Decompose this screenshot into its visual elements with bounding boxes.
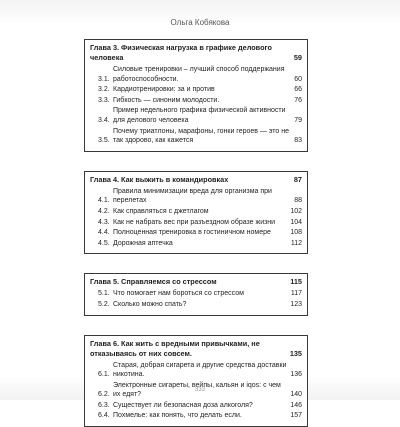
section-number: 6.1. bbox=[98, 370, 113, 380]
section-page-number: 66 bbox=[291, 85, 302, 95]
section-number: 4.5. bbox=[98, 239, 113, 249]
section-page-number: 76 bbox=[291, 96, 302, 106]
section-page-number: 79 bbox=[291, 116, 302, 126]
chapter-gap bbox=[84, 254, 308, 273]
chapter-page-number: 87 bbox=[291, 175, 302, 185]
chapter-page-number: 115 bbox=[287, 277, 302, 287]
section-page-number: 60 bbox=[291, 75, 302, 85]
section-title: Кардиотренировки: за и против bbox=[113, 85, 291, 95]
toc-entry[interactable] bbox=[98, 96, 302, 106]
section-title: Как не набрать вес при разъездном образе жизни bbox=[113, 218, 287, 228]
section-page-number: 112 bbox=[288, 239, 302, 249]
chapter-title: Глава 6. Как жить с вредными привычками, не отказываясь от них совсем. bbox=[90, 339, 287, 359]
chapter-gap bbox=[84, 316, 308, 335]
section-number: 4.4. bbox=[98, 228, 113, 238]
section-page-number: 146 bbox=[287, 401, 302, 411]
section-page-number: 83 bbox=[291, 136, 302, 146]
section-title: Почему триатлоны, марафоны, гонки героев — это не так здорово, как кажется bbox=[113, 127, 291, 146]
section-page-number: 136 bbox=[287, 370, 302, 380]
section-number: 3.3. bbox=[98, 96, 113, 106]
toc-entry[interactable] bbox=[98, 289, 302, 299]
toc-entry[interactable] bbox=[98, 187, 302, 206]
toc-entry[interactable] bbox=[98, 65, 302, 84]
chapter-title-row[interactable] bbox=[90, 339, 302, 359]
section-page-number: 117 bbox=[288, 289, 302, 299]
section-number: 3.2. bbox=[98, 85, 113, 95]
chapter-title: Глава 3. Физическая нагрузка в графике делового человека bbox=[90, 43, 291, 63]
chapter-box bbox=[84, 273, 308, 315]
section-page-number: 104 bbox=[287, 218, 302, 228]
toc-entry[interactable] bbox=[98, 411, 302, 421]
chapter-box bbox=[84, 39, 308, 152]
chapter-box bbox=[84, 171, 308, 255]
section-number: 6.3. bbox=[98, 401, 113, 411]
section-title: Полноценная тренировка в гостиничном номере bbox=[113, 228, 287, 238]
section-number: 5.2. bbox=[98, 300, 113, 310]
chapter-page-number: 59 bbox=[291, 53, 302, 63]
section-title: Силовые тренировки – лучший способ поддержания работоспособности. bbox=[113, 65, 291, 84]
section-title: Как справляться с джетлагом bbox=[113, 207, 287, 217]
chapter-box bbox=[84, 335, 308, 427]
chapter-title-row[interactable] bbox=[90, 277, 302, 287]
chapter-title-row[interactable] bbox=[90, 175, 302, 185]
toc-entry[interactable] bbox=[98, 85, 302, 95]
chapter-title: Глава 5. Справляемся со стрессом bbox=[90, 277, 287, 287]
running-header-author: Ольга Кобякова bbox=[0, 18, 400, 27]
section-title: Пример недельного графика физической активности для делового человека bbox=[113, 106, 291, 125]
section-title: Электронные сигареты, вейпы, кальян и iqos: с чем их едят? bbox=[113, 381, 287, 400]
toc-entry[interactable] bbox=[98, 207, 302, 217]
chapter-gap bbox=[84, 152, 308, 171]
section-page-number: 102 bbox=[287, 207, 302, 217]
section-title: Правила минимизации вреда для организма при перелетах bbox=[113, 187, 291, 206]
section-title: Существует ли безопасная доза алкоголя? bbox=[113, 401, 287, 411]
section-number: 6.4. bbox=[98, 411, 113, 421]
section-number: 6.2. bbox=[98, 390, 113, 400]
toc-entry[interactable] bbox=[98, 106, 302, 125]
section-number: 3.4. bbox=[98, 116, 113, 126]
section-page-number: 108 bbox=[287, 228, 302, 238]
section-title: Дорожная аптечка bbox=[113, 239, 288, 249]
toc-entry[interactable] bbox=[98, 239, 302, 249]
toc-entry[interactable] bbox=[98, 127, 302, 146]
section-title: Гибкость — синоним молодости. bbox=[113, 96, 291, 106]
chapter-title: Глава 4. Как выжить в командировках bbox=[90, 175, 291, 185]
section-number: 5.1. bbox=[98, 289, 113, 299]
section-number: 4.1. bbox=[98, 196, 113, 206]
toc-entry[interactable] bbox=[98, 300, 302, 310]
section-title: Старая, добрая сигарета и другие средства доставки никотина. bbox=[113, 361, 287, 380]
toc-entry[interactable] bbox=[98, 228, 302, 238]
chapter-title-row[interactable] bbox=[90, 43, 302, 63]
table-of-contents bbox=[84, 39, 308, 427]
section-title: Что помогает нам бороться со стрессом bbox=[113, 289, 288, 299]
section-number: 3.5. bbox=[98, 136, 113, 146]
section-number: 4.3. bbox=[98, 218, 113, 228]
toc-entry[interactable] bbox=[98, 401, 302, 411]
section-number: 3.1. bbox=[98, 75, 113, 85]
section-title: Похмелье: как понять, что делать если. bbox=[113, 411, 287, 421]
toc-entry[interactable] bbox=[98, 218, 302, 228]
section-page-number: 157 bbox=[287, 411, 302, 421]
section-page-number: 140 bbox=[287, 390, 302, 400]
section-title: Сколько можно спать? bbox=[113, 300, 287, 310]
chapter-page-number: 135 bbox=[287, 349, 302, 359]
section-page-number: 88 bbox=[291, 196, 302, 206]
section-number: 4.2. bbox=[98, 207, 113, 217]
page-folio: 333 bbox=[0, 387, 400, 393]
toc-entry[interactable] bbox=[98, 361, 302, 380]
section-page-number: 123 bbox=[287, 300, 302, 310]
